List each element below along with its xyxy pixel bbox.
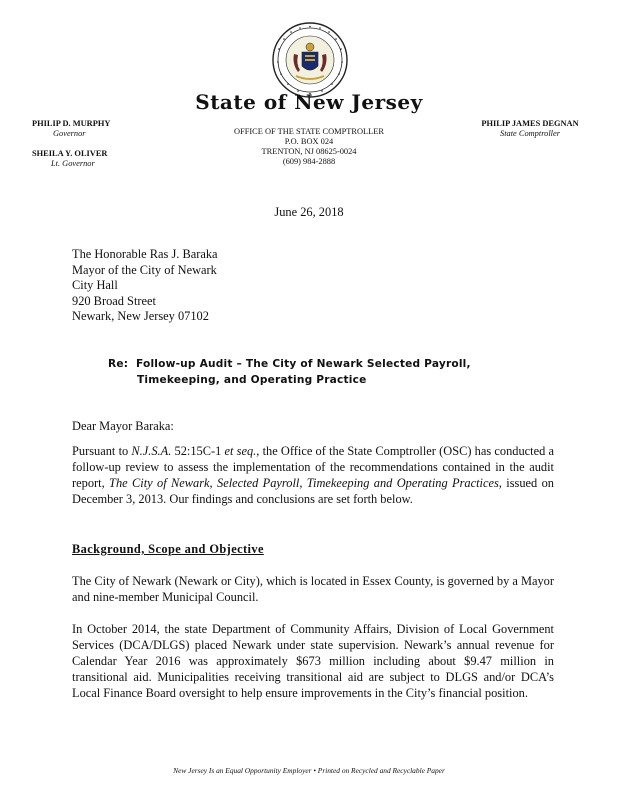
re-line-1: Follow-up Audit – The City of Newark Selected Payroll,	[135, 358, 471, 370]
footer-note: New Jersey Is an Equal Opportunity Employer • Printed on Recycled and Recyclable Paper	[173, 766, 445, 775]
recipient-line: Mayor of the City of Newark	[72, 262, 217, 277]
salutation: Dear Mayor Baraka:	[72, 419, 174, 433]
report-title: The City of Newark, Selected Payroll, Timekeeping and Operating Practices,	[109, 476, 502, 490]
comptroller-title: State Comptroller	[500, 129, 560, 138]
lt-governor-title: Lt. Governor	[51, 159, 95, 168]
statute-citation: N.J.S.A.	[131, 444, 172, 458]
recipient-address	[72, 247, 218, 325]
paragraph-supervision: In October 2014, the state Department of Community Affairs, Division of Local Government Services (DCA/DLGS) placed Newark under state supervision. Newark’s annual revenue for Calendar Year 2016 was approximately $673 million including about $9.47 million in transitional aid. Municipalities receiving transitional aid are subject to DLGS and/or DCA’s Local Finance Board oversight to help ensure improvements in the City’s financial position.	[72, 622, 554, 700]
office-po-box: P.O. BOX 024	[284, 137, 334, 146]
section-heading: Background, Scope and Objective	[72, 542, 264, 556]
office-address-block	[209, 127, 409, 167]
office-city: TRENTON, NJ 08625-0024	[261, 147, 357, 156]
et-seq: et seq.,	[224, 444, 260, 458]
governor-block	[32, 119, 110, 139]
governor-name: PHILIP D. MURPHY	[32, 119, 111, 128]
re-line-2: Timekeeping, and Operating Practice	[137, 373, 367, 386]
office-phone: (609) 984-2888	[282, 157, 336, 166]
re-prefix: Re:	[108, 358, 129, 370]
recipient-line: The Honorable Ras J. Baraka	[72, 247, 218, 261]
state-seal-icon	[272, 22, 348, 98]
text-run: 52:15C-1	[171, 444, 225, 458]
text-run: the Office of the State Comptroller (OSC) has conducted a follow-up review to assess the implementation of the recommendations contained in the audit report,	[72, 444, 554, 490]
governor-title: Governor	[53, 129, 86, 138]
recipient-line: 920 Broad Street	[72, 293, 156, 308]
paragraph-background: The City of Newark (Newark or City), which is located in Essex County, is governed by a Mayor and nine-member Municipal Council.	[72, 574, 554, 604]
comptroller-name: PHILIP JAMES DEGNAN	[481, 119, 579, 128]
office-name: OFFICE OF THE STATE COMPTROLLER	[234, 127, 384, 136]
recipient-line: Newark, New Jersey 07102	[72, 309, 209, 323]
text-run: issued on December 3, 2013. Our findings and conclusions are set forth below.	[72, 476, 554, 506]
text-run: Pursuant to	[72, 444, 132, 458]
state-title: State of New Jersey	[195, 90, 423, 114]
recipient-line: City Hall	[72, 278, 118, 292]
letter-date: June 26, 2018	[274, 205, 344, 219]
lt-governor-name: SHEILA Y. OLIVER	[32, 149, 108, 158]
subject-line	[108, 357, 471, 388]
lt-governor-block	[32, 149, 107, 169]
comptroller-block	[470, 119, 590, 139]
paragraph-intro	[72, 443, 554, 507]
